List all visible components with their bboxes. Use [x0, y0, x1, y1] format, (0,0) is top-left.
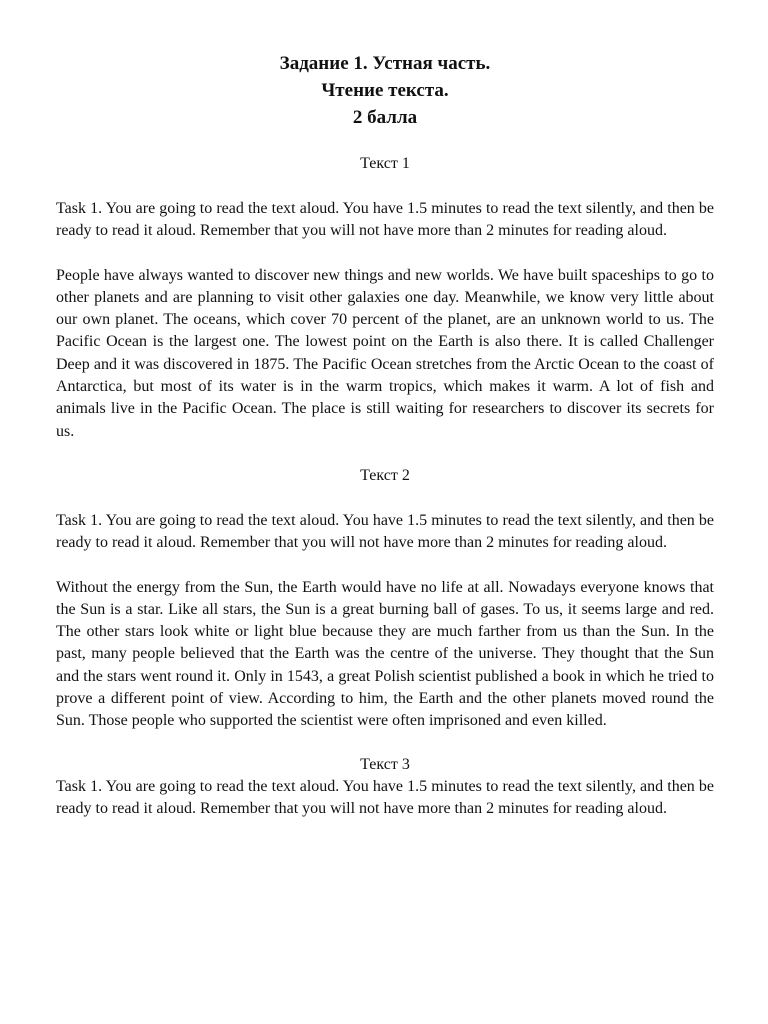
document-points: 2 балла: [352, 107, 418, 128]
text-2-heading: Текст 2: [360, 466, 410, 484]
document-title-line-2: Чтение текста.: [321, 80, 449, 101]
text-1-heading: Текст 1: [360, 155, 410, 172]
text-3-heading: Текст 3: [360, 755, 410, 773]
document-title-line-1: Задание 1. Устная часть.: [279, 53, 491, 74]
text-2-body: Without the energy from the Sun, the Earth would have no life at all. Nowadays everyone knows that the Sun is a star. Like all stars, the Sun is a great burning ball of gases. To us, it seems large and red. The other stars look white or light blue because they are much farther from us than the Sun. In the past, many people believed that the Earth was the centre of the universe. They thought that the Sun and the stars went round it. Only in 1543, a great Polish scientist published a book in which he tried to prove a different point of view. According to him, the Earth and the other planets moved round the Sun. Those people who supported the scientist were often imprisoned and even killed.: [56, 578, 714, 730]
text-3-task: Task 1. You are going to read the text aloud. You have 1.5 minutes to read the text silently, and then be ready to read it aloud. Remember that you will not have more than 2 minutes for reading aloud.: [56, 777, 714, 817]
text-1-body: People have always wanted to discover new things and new worlds. We have built spaceships to go to other planets and are planning to visit other galaxies one day. Meanwhile, we know very little about our own planet. The oceans, which cover 70 percent of the planet, are an unknown world to us. The Pacific Ocean is the largest one. The lowest point on the Earth is also there. It is called Challenger Deep and it was discovered in 1875. The Pacific Ocean stretches from the Arctic Ocean to the coast of Antarctica, but most of its water is in the warm tropics, which makes it warm. A lot of fish and animals live in the Pacific Ocean. The place is still waiting for researchers to discover its secrets for us.: [56, 266, 714, 440]
text-2-task: Task 1. You are going to read the text aloud. You have 1.5 minutes to read the text silently, and then be ready to read it aloud. Remember that you will not have more than 2 minutes for reading aloud.: [56, 511, 714, 552]
document-page: [56, 50, 714, 820]
text-1-task: Task 1. You are going to read the text aloud. You have 1.5 minutes to read the text silently, and then be ready to read it aloud. Remember that you will not have more than 2 minutes for reading aloud.: [56, 200, 714, 240]
